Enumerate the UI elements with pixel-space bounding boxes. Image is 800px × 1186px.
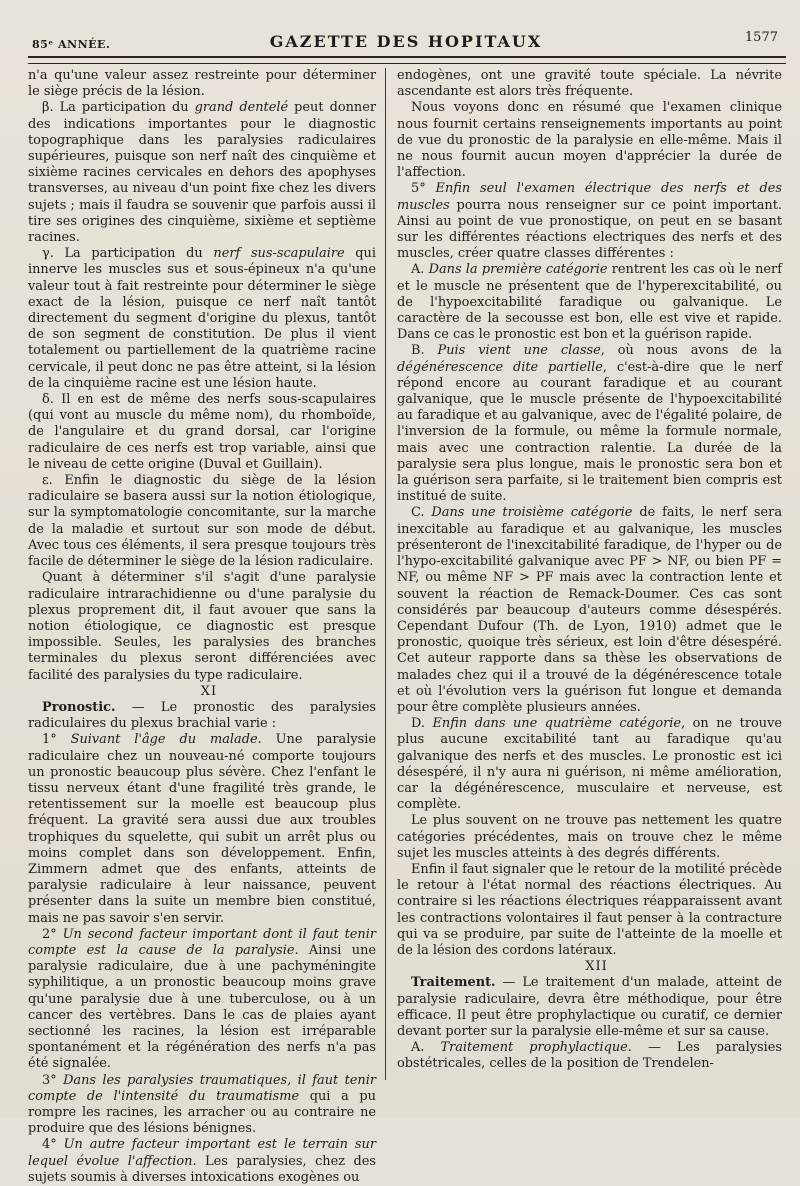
section-heading-xii: XII — [585, 959, 608, 975]
paragraph: δ. Il en est de même des nerfs sous-scapulaires (qui vont au muscle du même nom), du rhomboïde, de l'angulaire et du grand dorsal, car l'origine radiculaire de ces nerfs est trop variable, ainsi que le niveau de cette origine (Duval et Guillain). — [28, 392, 376, 472]
paragraph: Enfin il faut signaler que le retour de la motilité précède le retour à l'état normal des réactions électriques. Au contraire si les réactions électriques réapparaissent avant les contractions volontaires il faut penser à la contracture qui va se produire, par suite de l'atteinte de la moelle et de la lésion des cordons latéraux. — [397, 861, 782, 958]
edition-label: 85ᵉ ANNÉE. — [32, 38, 111, 51]
paragraph: β. La participation du grand dentelé peut donner des indications importantes pour le diagnostic topographique dans les paralysies radiculaires supérieures, puisque son nerf naît des cinquième et sixième racines cervicales en dehors des apophyses transverses, au niveau d'un point fixe chez les divers sujets ; mais il faudra se souvenir que parfois aussi il tire ses origines des cinquième, sixième et septième racines. — [28, 100, 376, 246]
section-heading-xi: XI — [200, 683, 218, 699]
paragraph: γ. La participation du nerf sus-scapulaire qui innerve les muscles sus et sous-épineux n'a qu'une valeur tout à fait restreinte pour déterminer le siège exact de la lésion, puisque ce nerf naît tantôt directement du segment d'origine du plexus, tantôt de son segment de constitution. De plus il vient totalement ou partiellement de la quatrième racine cervicale, il peut donc ne pas être atteint, si la lésion de la cinquième racine est une lésion haute. — [28, 246, 376, 391]
paragraph: 5° Enfin seul l'examen électrique des nerfs et des muscles pourra nous renseigner sur ce point important. Ainsi au point de vue pronostique, on peut en se basant sur les différentes réactions electriques des nerfs et des muscles, créer quatre classes différentes : — [397, 181, 782, 262]
paragraph: Nous voyons donc en résumé que l'examen clinique nous fournit certains renseignements importants au point de vue du pronostic de la paralysie en elle-même. Mais il ne nous fournit aucun moyen d'apprécier la durée de l'affection. — [397, 100, 782, 181]
paragraph: C. Dans une troisième catégorie de faits, le nerf sera inexcitable au faradique et au galvanique, les muscles présenteront de l'inexcitabilité faradique, de l'hyper ou de l'hypo-excitabilité galvanique avec PF > NF, ou bien PF = NF, ou même NF > PF mais avec la contraction lente et souvent la réaction de Remack-Doumer. Ces cas sont considérés par beaucoup d'auteurs comme désespérés. Cependant Dufour (Th. de Lyon, 1910) admet que le pronostic, quoique très sérieux, est loin d'être désespéré. Cet auteur rapporte dans sa thèse les observations de malades chez qui il a trouvé de la dégénérescence totale et où l'évolution vers la guérison fut longue et demanda pour être complète plusieurs années. — [397, 505, 782, 715]
paragraph: 4° Un autre facteur important est le terrain sur lequel évolue l'affection. Les paralysies, chez des sujets soumis à diverses intoxications exogènes ou — [28, 1137, 376, 1185]
paragraph: 1° Suivant l'âge du malade. Une paralysie radiculaire chez un nouveau-né comporte toujours un pronostic beaucoup plus sévère. Chez l'enfant le tissu nerveux étant d'une fragilité très grande, le retentissement sur la moelle est beaucoup plus fréquent. La gravité sera aussi due aux troubles trophiques du squelette, qui subit un arrêt plus ou moins complet dans son développement. Enfin, Zimmern admet que des enfants, atteints de paralysie radiculaire à leur naissance, peuvent présenter dans la suite un membre bien constitué, mais ne pas savoir s'en servir. — [28, 732, 377, 926]
paragraph: Traitement. — Le traitement d'un malade, atteint de paralysie radiculaire, devra être méthodique, pour être efficace. Il peut être prophylactique ou curatif, ce dernier devant porter sur la paralysie elle-même et sur sa cause. — [397, 975, 782, 1039]
paragraph: Le plus souvent on ne trouve pas nettement les quatre catégories précédentes, mais on trouve chez le même sujet les muscles atteints à des degrés différents. — [397, 813, 782, 861]
paragraph: 2° Un second facteur important dont il faut tenir compte est la cause de la paralysie. Ainsi une paralysie radiculaire, due à une pachyméningite syphilitique, a un pronostic beaucoup moins grave qu'une paralysie due à une tuberculose, ou à un cancer des vertèbres. Dans le cas de plaies ayant sectionné les racines, la lésion est irréparable spontanément et la régénération des nerfs n'a pas été signalée. — [28, 926, 377, 1072]
paragraph: endogènes, ont une gravité toute spéciale. La névrite ascendante est alors très fréquente. — [397, 68, 782, 100]
left-column — [28, 68, 376, 1186]
paragraph: n'a qu'une valeur assez restreinte pour déterminer le siège précis de la lésion. — [28, 68, 376, 100]
paragraph: ε. Enfin le diagnostic du siège de la lésion radiculaire se basera aussi sur la notion étiologique, sur la symptomatologie concomitante, sur la marche de la maladie et surtout sur son mode de début. Avec tous ces éléments, il sera presque toujours très facile de déterminer le siège de la lésion radiculaire. — [28, 473, 376, 570]
paragraph: D. Enfin dans une quatrième catégorie, on ne trouve plus aucune excitabilité tant au faradique qu'au galvanique des nerfs et des muscles. Le pronostic est ici désespéré, il n'y aura ni guérison, ni même amélioration, car la dégénérescence, musculaire et nerveuse, est complète. — [397, 716, 782, 813]
paragraph: Quant à déterminer s'il s'agit d'une paralysie radiculaire intrarachidienne ou d'une paralysie du plexus proprement dit, il faut avouer que sans la notion étiologique, ce diagnostic est presque impossible. Seules, les paralysies des branches terminales du plexus seront différenciées avec facilité des paralysies du type radiculaire. — [28, 570, 376, 683]
paragraph: A. Traitement prophylactique. — Les paralysies obstétricales, celles de la position de Trendelen- — [397, 1040, 782, 1072]
page-header — [30, 30, 782, 52]
paragraph: A. Dans la première catégorie rentrent les cas où le nerf et le muscle ne présentent que de l'hyperexcitabilité, ou de l'hypoexcitabilité faradique ou galvanique. Le caractère de la secousse est bon, elle est vive et rapide. Dans ce cas le pronostic est bon et la guérison rapide. — [397, 262, 782, 343]
paragraph: Pronostic. — Le pronostic des paralysies radiculaires du plexus brachial varie : — [28, 699, 376, 732]
right-column — [397, 68, 782, 1073]
header-rule — [28, 56, 786, 64]
journal-title: GAZETTE DES HOPITAUX — [269, 32, 543, 51]
paragraph: B. Puis vient une classe, où nous avons de la dégénérescence dite partielle, c'est-à-dire que le nerf répond encore au courant faradique et au courant galvanique, que le muscle présente de l'hypoexcitabilité au faradique et au galvanique, avec de l'égalité polaire, de l'inversion de la formule, ou même la formule normale, mais avec une contraction ralentie. La durée de la paralysie sera plus longue, mais le pronostic sera bon et la guérison sera parfaite, si le traitement bien compris est institué de suite. — [397, 343, 782, 505]
page-number: 1577 — [744, 30, 778, 45]
column-divider — [385, 68, 386, 1080]
paragraph: 3° Dans les paralysies traumatiques, il faut tenir compte de l'intensité du traumatisme qui a pu rompre les racines, les arracher ou au contraire ne produire que des lésions bénignes. — [28, 1072, 377, 1137]
